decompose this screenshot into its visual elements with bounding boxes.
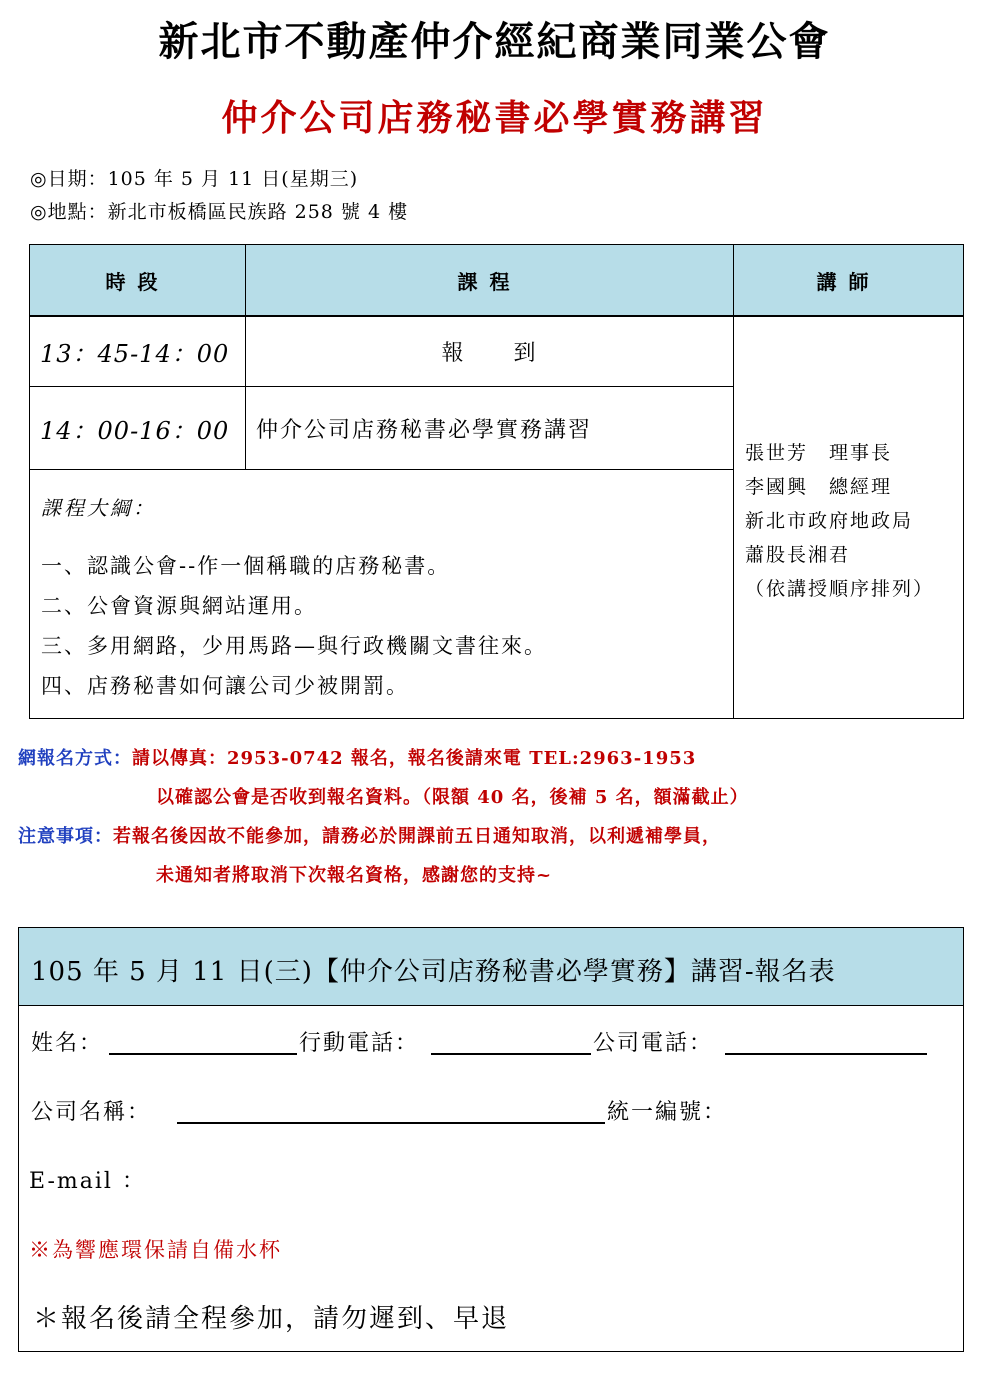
name-label: 姓名： [31, 1031, 104, 1056]
registration-notice-label: 注意事項： [18, 826, 113, 847]
table-border-left [29, 244, 30, 719]
time-slot-lecture: 14：00-16：00 [40, 416, 230, 445]
registration-method-text: 請以傳真：2953-0742 報名，報名後請來電 TEL:2963-1953 [132, 748, 697, 769]
attendance-note: ＊報名後請全程參加，請勿遲到、早退 [33, 1304, 510, 1334]
tax-id-label: 統一編號： [607, 1100, 728, 1125]
organization-title: 新北市不動產仲介經紀商業同業公會 [158, 19, 831, 65]
speaker-item: 蕭股長湘君 [745, 544, 851, 566]
time-slot-checkin: 13：45-14：00 [40, 340, 230, 368]
registration-method [18, 744, 696, 770]
form-header [19, 928, 963, 1006]
course-checkin: 報 到 [441, 341, 538, 366]
event-title: 仲介公司店務秘書必學實務講習 [221, 98, 768, 139]
table-border-bottom [29, 718, 964, 719]
registration-method-text-2: 以確認公會是否收到報名資料。（限額 40 名，後補 5 名，額滿截止） [156, 787, 749, 808]
speaker-item: 張世芳 理事長 [745, 442, 893, 464]
speaker-item: 新北市政府地政局 [745, 510, 914, 532]
column-header-course: 課程 [246, 245, 733, 315]
registration-notice-text-2: 未通知者將取消下次報名資格，感謝您的支持~ [156, 865, 553, 886]
eco-note: ※為響應環保請自備水杯 [29, 1238, 282, 1262]
event-location: ◎地點：新北市板橋區民族路 258 號 4 樓 [30, 201, 409, 223]
table-header-divider [29, 315, 964, 317]
table-col-divider [733, 244, 734, 719]
company-name-field[interactable] [177, 1122, 605, 1124]
column-header-speaker: 講師 [734, 245, 963, 315]
form-border-bottom [18, 1351, 964, 1352]
registration-notice-text: 若報名後因故不能參加，請務必於開課前五日通知取消，以利遞補學員， [113, 826, 721, 847]
speaker-item: （依講授順序排列） [745, 578, 935, 600]
email-label: E-mail ： [29, 1169, 146, 1194]
table-border-right [963, 244, 964, 719]
name-field[interactable] [109, 1053, 297, 1055]
registration-form [18, 927, 964, 1352]
table-border-top [29, 244, 964, 245]
column-header-time: 時段 [30, 245, 245, 315]
mobile-phone-label: 行動電話： [299, 1031, 420, 1056]
mobile-phone-field[interactable] [431, 1053, 591, 1055]
outline-item: 一、認識公會--作一個稱職的店務秘書。 [41, 554, 451, 578]
company-phone-label: 公司電話： [593, 1031, 714, 1056]
registration-method-label: 網報名方式： [18, 748, 132, 769]
course-lecture: 仲介公司店務秘書必學實務講習 [256, 417, 593, 443]
schedule-table [29, 244, 964, 719]
company-phone-field[interactable] [725, 1053, 927, 1055]
outline-item: 三、多用網路，少用馬路—與行政機關文書往來。 [41, 634, 547, 658]
table-col-divider [245, 244, 246, 469]
table-row-divider [29, 386, 733, 387]
event-date: ◎日期：105 年 5 月 11 日(星期三) [30, 168, 359, 190]
outline-label: 課程大綱： [41, 496, 156, 520]
speaker-item: 李國興 總經理 [745, 476, 893, 498]
registration-notice [18, 822, 721, 848]
outline-item: 四、店務秘書如何讓公司少被開罰。 [41, 674, 409, 698]
form-title: 105 年 5 月 11 日(三)【仲介公司店務秘書必學實務】講習-報名表 [31, 957, 836, 987]
company-name-label: 公司名稱： [31, 1100, 152, 1125]
table-row-divider [29, 469, 733, 470]
outline-item: 二、公會資源與網站運用。 [41, 594, 317, 618]
